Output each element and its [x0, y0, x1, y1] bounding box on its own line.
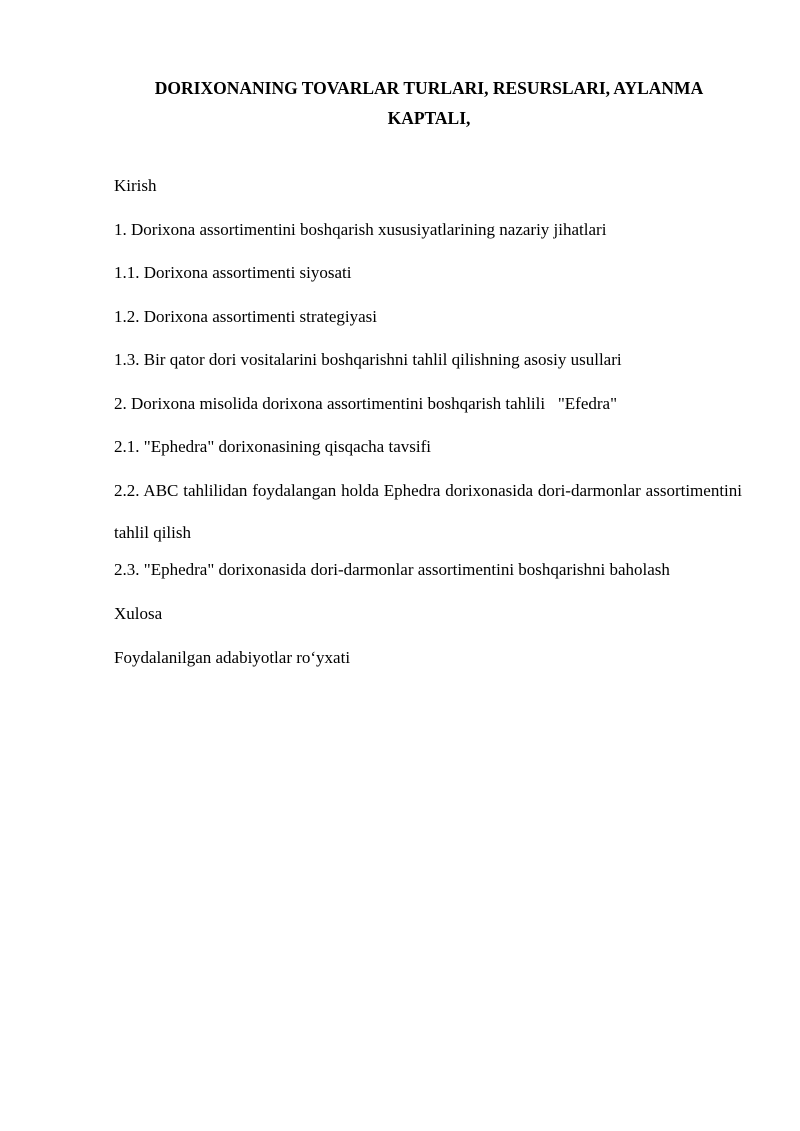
- document-title: [114, 73, 744, 133]
- title-line-1: DORIXONANING TOVARLAR TURLARI, RESURSLARI, AYLANMA: [154, 78, 704, 98]
- toc-item-chapter-1: 1. Dorixona assortimentini boshqarish xususiyatlarining nazariy jihatlari: [114, 219, 607, 239]
- toc-item-section-1-2: 1.2. Dorixona assortimenti strategiyasi: [114, 306, 377, 326]
- toc-item-section-2-1: 2.1. "Ephedra" dorixonasining qisqacha tavsifi: [114, 437, 431, 456]
- toc-item-conclusion: Xulosa: [114, 603, 163, 623]
- toc-item-section-2-2: 2.2. ABC tahlilidan foydalangan holda Ephedra dorixonasida dori-darmonlar assortimentini tahlil qilish: [114, 480, 742, 542]
- toc-item-section-2-3: 2.3. "Ephedra" dorixonasida dori-darmonlar assortimentini boshqarishni baholash: [114, 559, 670, 579]
- toc-item-section-1-3: 1.3. Bir qator dori vositalarini boshqarishni tahlil qilishning asosiy usullari: [114, 350, 622, 369]
- toc-item-section-1-1: 1.1. Dorixona assortimenti siyosati: [114, 263, 352, 282]
- toc-item-chapter-2: 2. Dorixona misolida dorixona assortimentini boshqarish tahlili "Efedra": [114, 393, 618, 413]
- toc-item-references: Foydalanilgan adabiyotlar ro‘yxati: [114, 647, 351, 667]
- table-of-contents: [114, 171, 742, 686]
- toc-item-introduction: Kirish: [114, 176, 157, 195]
- title-line-2: KAPTALI,: [387, 108, 471, 128]
